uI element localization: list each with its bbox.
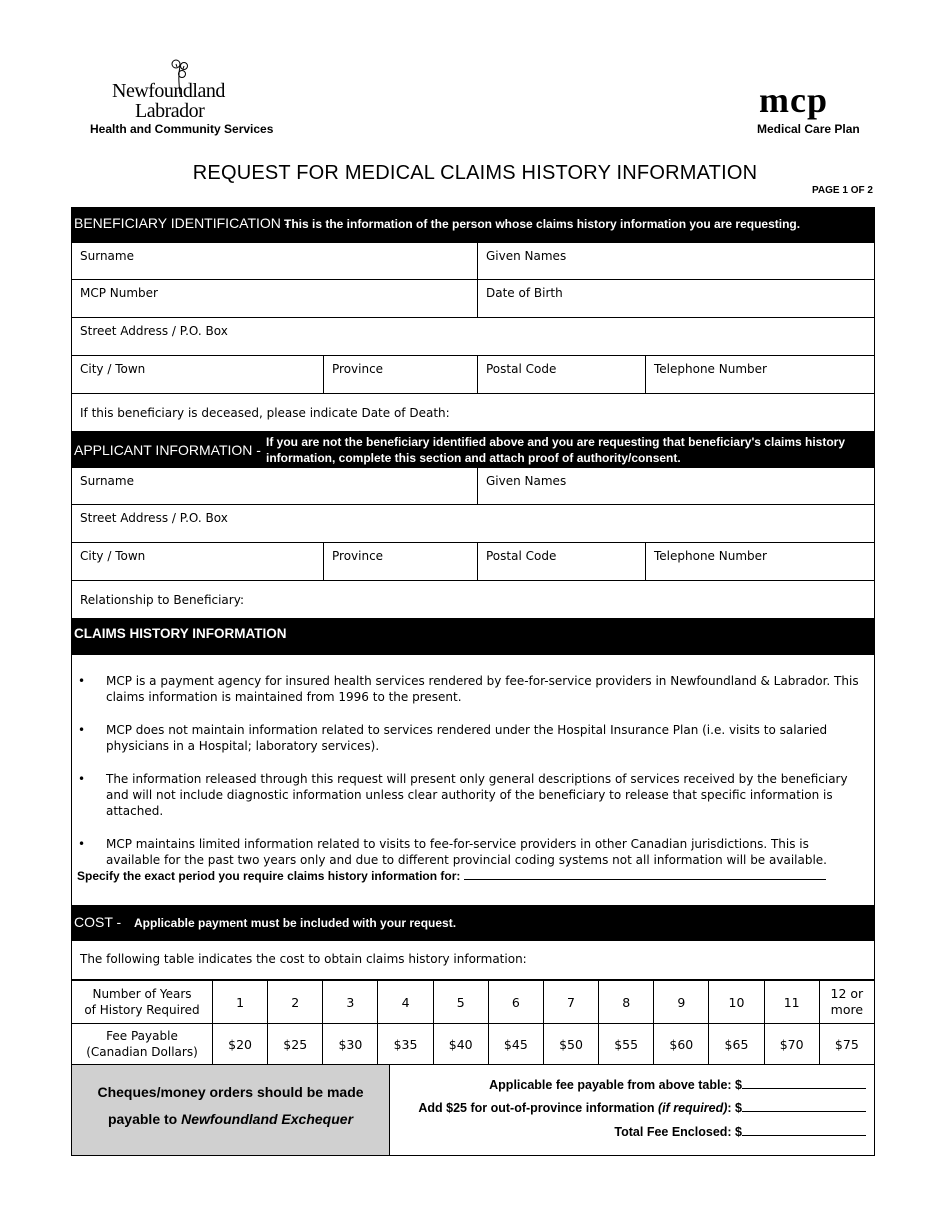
cost-heading: COST - [74, 914, 122, 930]
beneficiary-postal-field[interactable] [477, 356, 645, 393]
field-label: Province [332, 362, 384, 376]
fee-label-2: (Canadian Dollars) [86, 1045, 198, 1059]
fee-cell: $50 [543, 1024, 598, 1065]
years-cell: 1 [213, 981, 268, 1024]
applicable-fee-blank[interactable] [742, 1076, 866, 1089]
beneficiary-mcp-number-field[interactable] [72, 280, 477, 317]
field-label: Postal Code [486, 549, 557, 563]
beneficiary-section-header [71, 207, 875, 243]
bullet-marker: • [78, 772, 86, 786]
field-label: Given Names [486, 474, 567, 488]
out-of-province-label: Add $25 for out-of-province information [418, 1101, 658, 1115]
beneficiary-city-field[interactable] [72, 356, 323, 393]
claims-period-label: Specify the exact period you require claims history information for: [77, 869, 461, 883]
field-label: Street Address / P.O. Box [80, 324, 228, 338]
mcp-logo-text: mcp [759, 80, 828, 120]
years-label-1: Number of Years [92, 987, 192, 1001]
applicant-subheading-1: If you are not the beneficiary identified above and you are requesting that beneficiary's claims history [266, 435, 846, 449]
claims-period-blank[interactable] [464, 867, 826, 880]
years-label [72, 981, 213, 1024]
beneficiary-deceased-row [71, 394, 875, 432]
logo-labrador: Labrador [135, 100, 205, 122]
claims-bullet [78, 673, 866, 705]
field-label: If this beneficiary is deceased, please indicate Date of Death: [80, 406, 450, 420]
cost-section-header [71, 905, 875, 941]
beneficiary-street-row [71, 318, 875, 356]
fee-cell: $75 [819, 1024, 874, 1065]
cost-intro-row [71, 941, 875, 980]
years-cell: 3 [323, 981, 378, 1024]
claims-heading: CLAIMS HISTORY INFORMATION [74, 626, 287, 641]
fee-summary [390, 1065, 874, 1155]
cheques-prefix: payable to [107, 1111, 182, 1127]
mcp-subtitle: Medical Care Plan [757, 122, 860, 136]
beneficiary-mcp-row [71, 280, 875, 318]
field-label: Surname [80, 249, 134, 263]
fee-cell: $65 [709, 1024, 764, 1065]
applicant-street-field[interactable] [72, 505, 874, 542]
applicant-postal-field[interactable] [477, 543, 645, 580]
fee-cell: $25 [268, 1024, 323, 1065]
bullet-marker: • [78, 837, 86, 851]
cost-subheading: Applicable payment must be included with your request. [134, 916, 457, 930]
field-label: Date of Birth [486, 286, 563, 300]
years-cell: 10 [709, 981, 764, 1024]
beneficiary-name-row [71, 243, 875, 280]
beneficiary-phone-field[interactable] [645, 356, 874, 393]
applicable-fee-label: Applicable fee payable from above table: $ [489, 1078, 742, 1092]
beneficiary-dob-field[interactable] [477, 280, 874, 317]
beneficiary-street-field[interactable] [72, 318, 874, 355]
field-label: Telephone Number [654, 549, 767, 563]
cheques-line-1: Cheques/money orders should be made [97, 1084, 364, 1100]
applicant-relationship-field[interactable] [72, 581, 874, 618]
beneficiary-date-of-death-field[interactable] [72, 394, 874, 431]
fee-cell: $20 [213, 1024, 268, 1065]
years-cell: 11 [764, 981, 819, 1024]
fee-label-1: Fee Payable [106, 1029, 178, 1043]
claims-bullet [78, 771, 866, 819]
years-cell: 6 [488, 981, 543, 1024]
applicant-given-names-field[interactable] [477, 468, 874, 504]
total-fee-blank[interactable] [742, 1123, 866, 1136]
out-of-province-blank[interactable] [742, 1099, 866, 1112]
years-cell: 7 [543, 981, 598, 1024]
years-cell: 9 [654, 981, 709, 1024]
cheques-note [72, 1065, 390, 1155]
field-label: Surname [80, 474, 134, 488]
claims-section-header [71, 618, 875, 655]
years-cell: 4 [378, 981, 433, 1024]
years-cell: 5 [433, 981, 488, 1024]
claims-info [71, 655, 875, 905]
years-cell: 2 [268, 981, 323, 1024]
field-label: Telephone Number [654, 362, 767, 376]
bullet-marker: • [78, 674, 86, 688]
beneficiary-heading: BENEFICIARY IDENTIFICATION - [74, 215, 290, 231]
bullet-text: MCP is a payment agency for insured health services rendered by fee-for-service providers in Newfoundland & Labrador. This claims information is maintained from 1996 to the present. [106, 674, 859, 704]
fee-cell: $45 [488, 1024, 543, 1065]
bullet-text: MCP maintains limited information related to visits to fee-for-service providers in other Canadian jurisdictions. This is available for the past two years only and due to different provincial coding systems not all information will be available. [106, 837, 827, 867]
beneficiary-province-field[interactable] [323, 356, 477, 393]
fee-label [72, 1024, 213, 1065]
beneficiary-city-row [71, 356, 875, 394]
applicant-surname-field[interactable] [72, 468, 477, 504]
total-fee-label: Total Fee Enclosed: $ [614, 1125, 742, 1139]
out-of-province-fee-field[interactable] [418, 1099, 866, 1115]
field-label: Street Address / P.O. Box [80, 511, 228, 525]
beneficiary-given-names-field[interactable] [477, 243, 874, 279]
field-label: City / Town [80, 362, 146, 376]
field-label: Relationship to Beneficiary: [80, 593, 244, 607]
cost-table [71, 980, 875, 1065]
payment-section [71, 1065, 875, 1156]
applicant-province-field[interactable] [323, 543, 477, 580]
applicant-name-row [71, 468, 875, 505]
field-label: City / Town [80, 549, 146, 563]
out-of-province-note: (if required) [657, 1101, 728, 1115]
beneficiary-surname-field[interactable] [72, 243, 477, 279]
cost-intro: The following table indicates the cost to obtain claims history information: [80, 952, 527, 966]
cost-years-row [72, 981, 875, 1024]
fee-cell: $30 [323, 1024, 378, 1065]
applicant-street-row [71, 505, 875, 543]
years-cell: 12 or more [819, 981, 874, 1024]
bullet-text: The information released through this request will present only general descriptions of services received by the beneficiary and will not include diagnostic information unless clear authority of the beneficiary to release that specific information is attached. [106, 772, 848, 818]
applicant-section-header [71, 432, 875, 468]
nl-government-logo [90, 58, 274, 138]
fee-cell: $70 [764, 1024, 819, 1065]
applicant-heading: APPLICANT INFORMATION - [74, 442, 261, 458]
request-form [71, 207, 875, 1156]
bullet-marker: • [78, 723, 86, 737]
claims-period-field[interactable] [77, 867, 826, 883]
field-label: Postal Code [486, 362, 557, 376]
applicant-phone-field[interactable] [645, 543, 874, 580]
department-name: Health and Community Services [90, 122, 274, 136]
bullet-text: MCP does not maintain information related to services rendered under the Hospital Insurance Plan (i.e. visits to salaried physicians in a Hospital; laboratory services). [106, 723, 828, 753]
claims-bullet [78, 836, 866, 868]
years-label-2: of History Required [84, 1003, 200, 1017]
applicant-city-field[interactable] [72, 543, 323, 580]
applicant-city-row [71, 543, 875, 581]
fee-cell: $55 [599, 1024, 654, 1065]
page-number: PAGE 1 OF 2 [812, 185, 873, 196]
cost-fee-row [72, 1024, 875, 1065]
applicant-subheading-2: information, complete this section and attach proof of authority/consent. [266, 451, 681, 465]
applicant-relationship-row [71, 581, 875, 618]
field-label: Province [332, 549, 384, 563]
cheques-payee: Newfoundland Exchequer [181, 1111, 354, 1127]
mcp-logo [755, 80, 865, 140]
field-label: MCP Number [80, 286, 158, 300]
years-cell: 8 [599, 981, 654, 1024]
fee-cell: $40 [433, 1024, 488, 1065]
fee-cell: $60 [654, 1024, 709, 1065]
total-fee-field[interactable] [614, 1123, 866, 1139]
applicable-fee-field[interactable] [489, 1076, 866, 1092]
out-of-province-dollar: : $ [727, 1101, 742, 1115]
fee-cell: $35 [378, 1024, 433, 1065]
claims-bullet [78, 722, 866, 754]
field-label: Given Names [486, 249, 567, 263]
beneficiary-subheading: This is the information of the person whose claims history information you are requesting. [284, 217, 801, 231]
cheques-line-2 [72, 1106, 389, 1133]
logo-newfoundland: Newfoundland [112, 80, 225, 102]
page-title: REQUEST FOR MEDICAL CLAIMS HISTORY INFORMATION [192, 162, 758, 184]
